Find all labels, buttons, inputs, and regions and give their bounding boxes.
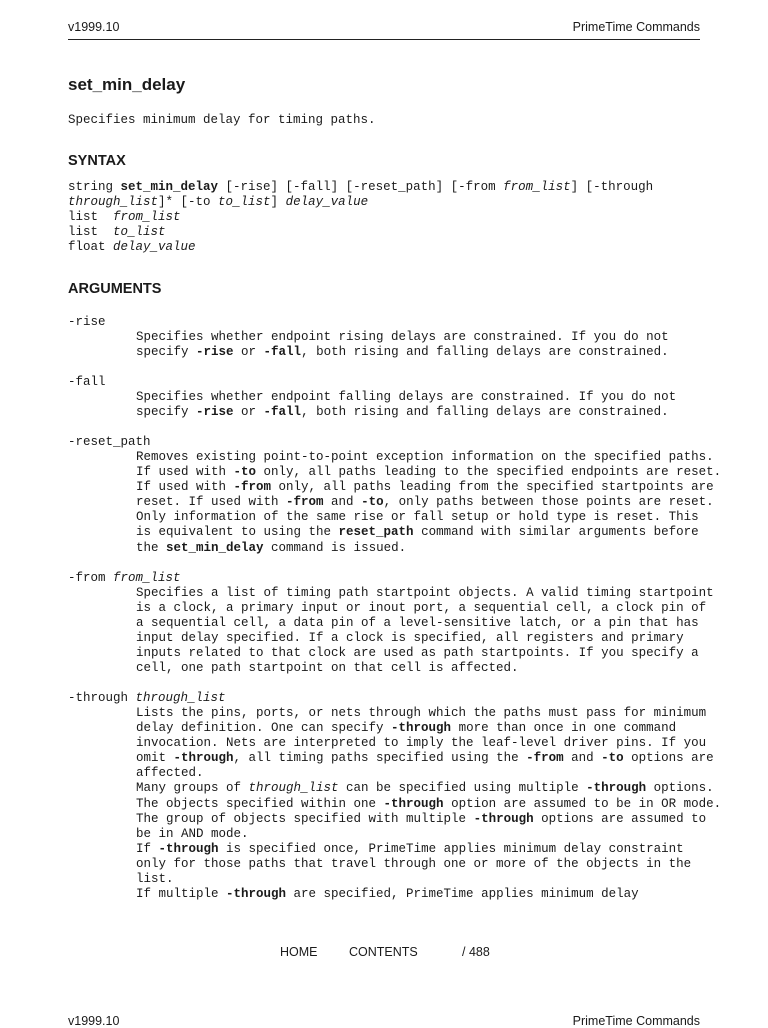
contents-link[interactable]: CONTENTS [349, 945, 418, 959]
header-version: v1999.10 [68, 20, 120, 34]
arg-from-name: -from from_list [68, 571, 181, 585]
arg-fall-desc: Specifies whether endpoint falling delays are constrained. If you do not specify -rise or -fall, both rising and falling delays are constrained. [136, 390, 677, 420]
syntax-block: string set_min_delay [-rise] [-fall] [-reset_path] [-from from_list] [-through through_list]* [-to to_list] delay_value list from_list list to_list float delay_value [68, 180, 654, 255]
header-title: PrimeTime Commands [572, 20, 700, 34]
arguments-heading: ARGUMENTS [68, 281, 162, 297]
page-number: / 488 [462, 945, 490, 959]
arg-through-name: -through through_list [68, 691, 226, 705]
command-title: set_min_delay [68, 75, 186, 94]
arg-rise-desc: Specifies whether endpoint rising delays are constrained. If you do not specify -rise or -fall, both rising and falling delays are constrained. [136, 330, 669, 360]
command-description: Specifies minimum delay for timing paths. [68, 113, 376, 127]
next-header-title: PrimeTime Commands [572, 1014, 700, 1028]
home-link[interactable]: HOME [280, 945, 318, 959]
arg-reset-path-name: -reset_path [68, 435, 151, 449]
arg-rise-name: -rise [68, 315, 106, 329]
arg-from-desc: Specifies a list of timing path startpoint objects. A valid timing startpoint is a clock, a primary input or inout port, a sequential cell, a clock pin of a sequential cell, a data pin of a level-sensitive latch, or a pin that has input delay specified. If a clock is specified, all registers and primary inputs related to that clock are used as path startpoints. If you specify a cell, one path startpoint on that cell is affected. [136, 586, 714, 676]
next-header-version: v1999.10 [68, 1014, 120, 1028]
arg-reset-path-desc: Removes existing point-to-point exception information on the specified paths. If used with -to only, all paths leading to the specified endpoints are reset. If used with -from only, all paths leading from the specified startpoints are reset. If used with -from and -to, only paths between those points are reset. Only information of the same rise or fall setup or hold type is reset. This is equivalent to using the reset_path command with similar arguments before the set_min_delay command is issued. [136, 450, 722, 555]
arg-through-desc: Lists the pins, ports, or nets through which the paths must pass for minimum delay definition. One can specify -through more than once in one command invocation. Nets are interpreted to imply the leaf-level driver pins. If you omit -through, all timing paths specified using the -from and -to options are affected. Many groups of through_list can be specified using multiple -through options. The objects specified within one -through option are assumed to be in OR mode. The group of objects specified with multiple -through options are assumed to be in AND mode. If -through is specified once, PrimeTime applies minimum delay constraint only for those paths that travel through one or more of the objects in the list. If multiple -through are specified, PrimeTime applies minimum delay [136, 706, 722, 902]
syntax-heading: SYNTAX [68, 153, 126, 169]
header-rule [68, 39, 700, 40]
arg-fall-name: -fall [68, 375, 106, 389]
